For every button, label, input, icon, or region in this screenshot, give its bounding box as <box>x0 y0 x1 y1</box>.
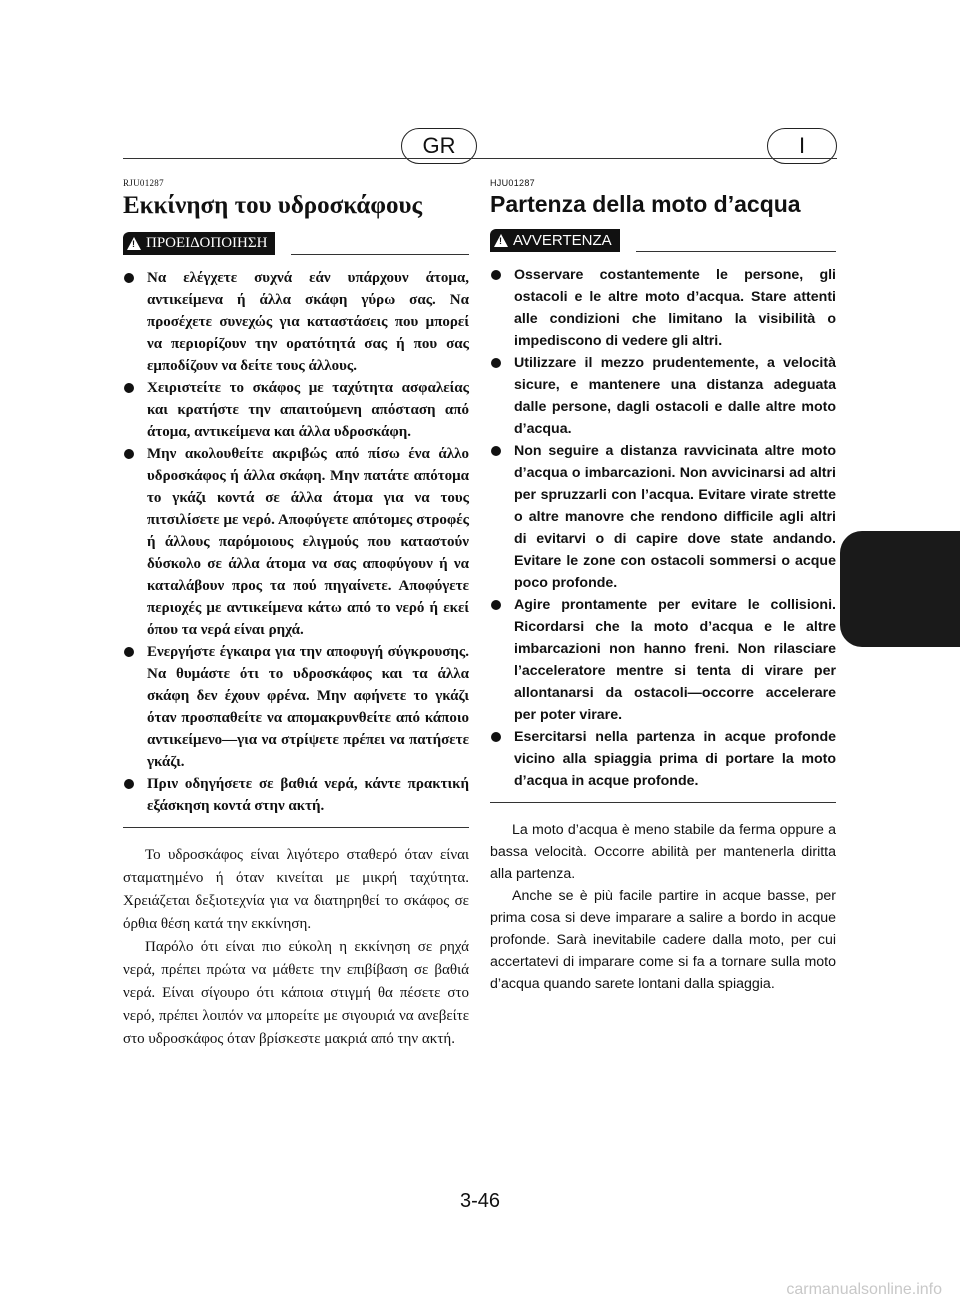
warning-item-text: Χειριστείτε το σκάφος με ταχύτητα ασφαλείας και κρατήστε την απαιτούμενη απόσταση από άτομα, αντικείμενα και άλλα υδροσκάφη. <box>147 379 469 440</box>
warning-item <box>490 594 836 726</box>
warning-item <box>123 267 469 377</box>
bullet-icon <box>124 273 134 283</box>
warning-item-text: Agire prontamente per evitare le collisioni. Ricordarsi che la moto d’acqua e le altre imbarcazioni non hanno freni. Non rilasciare l’acceleratore mentre si tenta di virare per allontanarsi da ostacoli—occorre accelerare per poter virare. <box>514 597 836 724</box>
warning-icon: ! <box>494 234 508 247</box>
warning-item-text: Esercitarsi nella partenza in acque profonde vicino alla spiaggia prima di portare la moto d’acqua in acque profonde. <box>514 729 836 790</box>
warning-item <box>490 352 836 440</box>
warning-item-text: Μην ακολουθείτε ακριβώς από πίσω ένα άλλο υδροσκάφος ή άλλα σκάφη. Μην πατάτε απότομα το γκάζι κοντά σε άλλα άτομα για να τους πιτσιλίσετε με νερό. Αποφύγετε απότομες στροφές ή άλλους παρόμοιους ελιγμούς που καταστούν δύσκολο σε άλλα άτομα να σας αποφύγουν ή να καταλάβουν προς τα πού πηγαίνετε. Αποφύγετε περιοχές με αντικείμενα κάτω από το νερό ή εκεί όπου τα νερά είναι ρηχά. <box>147 445 469 638</box>
page-number: 3-46 <box>459 1190 501 1212</box>
warning-end-rule <box>490 802 836 803</box>
warning-list <box>123 267 469 817</box>
warning-rule <box>291 254 469 255</box>
warning-item-text: Ενεργήστε έγκαιρα για την αποφυγή σύγκρουσης. Να θυμάστε ότι το υδροσκάφος και τα άλλα σκάφη δεν έχουν φρένα. Μην αφήνετε το γκάζι όταν προσπαθείτε να απομακρυνθείτε από κάποιο αντικείμενο—για να στρίψετε πρέπει να πατήσετε γκάζι. <box>147 643 469 770</box>
warning-header <box>123 232 469 255</box>
warning-item <box>490 440 836 594</box>
bullet-icon <box>491 446 501 456</box>
header-divider <box>123 158 837 159</box>
warning-rule <box>636 251 836 252</box>
language-badge-greek: GR <box>401 128 477 164</box>
italian-column <box>490 178 836 995</box>
bullet-icon <box>124 647 134 657</box>
bullet-icon <box>124 449 134 459</box>
warning-header <box>490 229 836 252</box>
section-code: RJU01287 <box>123 178 164 188</box>
warning-item <box>490 726 836 792</box>
bullet-icon <box>124 779 134 789</box>
warning-item <box>490 264 836 352</box>
warning-item <box>123 773 469 817</box>
warning-label-text: AVVERTENZA <box>513 232 612 250</box>
warning-item <box>123 641 469 773</box>
warning-item-text: Utilizzare il mezzo prudentemente, a velocità sicure, e mantenere una distanza adeguata dalle persone, dagli ostacoli e dalle altre moto d’acqua. <box>514 355 836 438</box>
warning-item-text: Να ελέγχετε συχνά εάν υπάρχουν άτομα, αντικείμενα ή άλλα σκάφη γύρω σας. Να προσέχετε συνεχώς για καταστάσεις που μπορεί να περιορίζουν την ορατότητά σας ή που σας εμποδίζουν να δείτε τους άλλους. <box>147 269 469 374</box>
warning-end-rule <box>123 827 469 828</box>
bullet-icon <box>124 383 134 393</box>
warning-item <box>123 443 469 641</box>
warning-item-text: Non seguire a distanza ravvicinata altre moto d’acqua o imbarcazioni. Non avvicinarsi ad altri per spruzzarli con l’acqua. Evitare virate strette o altre manovre che rendono difficile agli altri di evitarvi o di capire dove state andando. Evitare le zone con ostacoli sommersi o acque poco profonde. <box>514 443 836 592</box>
warning-item-text: Osservare costantemente le persone, gli ostacoli e le altre moto d’acqua. Stare attenti alle condizioni che limitano la visibilità o impediscono di vedere gli altri. <box>514 267 836 350</box>
warning-item <box>123 377 469 443</box>
warning-label <box>123 232 275 255</box>
bullet-icon <box>491 600 501 610</box>
section-title: Εκκίνηση του υδροσκάφους <box>123 192 423 219</box>
warning-label <box>490 229 620 252</box>
language-badge-italian: I <box>767 128 837 164</box>
body-paragraph: Anche se è più facile partire in acque basse, per prima cosa si deve imparare a salire a bordo in acque profonde. Sarà inevitabile cadere dalla moto, per cui accertatevi di imparare come si fa a tornare sulla moto d’acqua quando sarete lontani dalla spiaggia. <box>490 888 836 993</box>
site-watermark: carmanualsonline.info <box>786 1281 942 1298</box>
warning-label-text: ΠΡΟΕΙΔΟΠΟΙΗΣΗ <box>146 234 268 251</box>
body-paragraph: La moto d’acqua è meno stabile da ferma oppure a bassa velocità. Occorre abilità per mantenerla diritta alla partenza. <box>490 822 836 883</box>
section-code: HJU01287 <box>490 178 535 188</box>
section-tab-marker <box>840 531 960 647</box>
body-paragraph: Παρόλο ότι είναι πιο εύκολη η εκκίνηση σε ρηχά νερά, πρέπει πρώτα να μάθετε την επιβίβαση σε βαθιά νερά. Είναι σίγουρο ότι κάποια στιγμή θα πέσετε στο νερό, πρέπει λοιπόν να μπορείτε με σιγουριά να ανεβείτε στο υδροσκάφος όταν βρίσκεστε μακριά από την ακτή. <box>123 938 469 1047</box>
warning-item-text: Πριν οδηγήσετε σε βαθιά νερά, κάντε πρακτική εξάσκηση κοντά στην ακτή. <box>147 775 469 814</box>
body-text <box>490 819 836 995</box>
bullet-icon <box>491 358 501 368</box>
greek-column <box>123 178 469 1051</box>
body-text <box>123 844 469 1051</box>
warning-icon: ! <box>127 237 141 250</box>
warning-list <box>490 264 836 792</box>
bullet-icon <box>491 732 501 742</box>
body-paragraph: Το υδροσκάφος είναι λιγότερο σταθερό όταν είναι σταματημένο ή όταν κινείται με μικρή ταχύτητα. Χρειάζεται δεξιοτεχνία για να διατηρηθεί το σκάφος σε όρθια θέση κατά την εκκίνηση. <box>123 846 469 932</box>
bullet-icon <box>491 270 501 280</box>
section-title: Partenza della moto d’acqua <box>490 191 801 217</box>
